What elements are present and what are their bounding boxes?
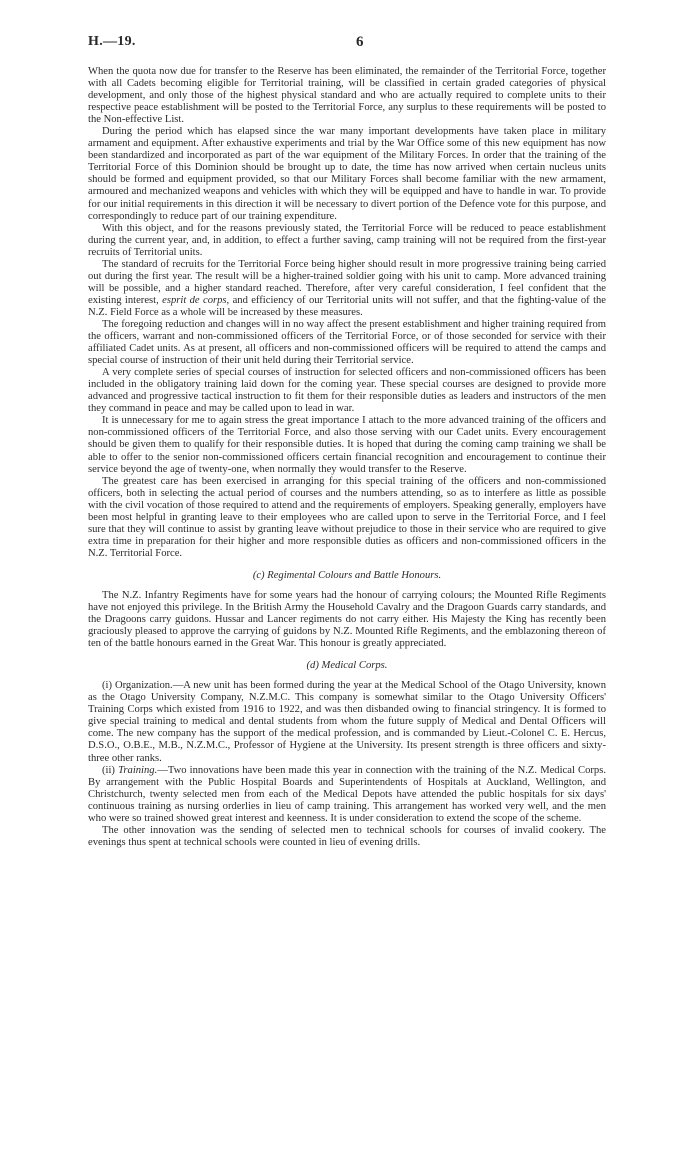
document-reference: H.—19.	[88, 34, 136, 49]
page-number: 6	[356, 34, 364, 50]
paragraph-recruit-standard	[88, 259, 606, 319]
paragraph-text: —Two innovations have been made this year in connection with the training of the N.Z. Medical Corps. By arrangement with the Public Hospital Boards and Superintendents of Hospitals at Auckland, Wellington, and Christchurch, twenty selected men from each of the Medical Depots have attended the public hospitals for six days' continuous training as nursing orderlies in lieu of camp training. This arrangement has worked very well, and the men who were so trained showed great interest and keenness. It is under consideration to extend the scope of the scheme.	[88, 764, 606, 824]
paragraph-officer-training: The foregoing reduction and changes will in no way affect the present establishment and higher training required from the officers, warrant and non-commissioned officers of the Territorial Force, or of those seconded for service with their affiliated Cadet units. As at present, all officers and non-commissioned officers will be required to attend the camps and special course of instruction of their unit held during their Territorial service.	[88, 318, 606, 367]
paragraph-peace-establishment: With this object, and for the reasons previously stated, the Territorial Force will be reduced to peace establishment during the current year, and, in addition, to effect a further saving, camp training will not be required from the first-year recruits of Territorial units.	[88, 222, 606, 258]
paragraph-text: (ii)	[102, 764, 119, 776]
section-heading-colours: (c) Regimental Colours and Battle Honours.	[252, 569, 442, 581]
page-header	[88, 34, 606, 54]
paragraph-colours-honours: The N.Z. Infantry Regiments have for some years had the honour of carrying colours; the Mounted Rifle Regiments have not enjoyed this privilege. In the British Army the Household Cavalry and the Dragoon Guards carry standards, and the Dragoons carry guidons. Hussar and Lancer regiments do not carry either. His Majesty the King has recently been graciously pleased to approve the carrying of guidons by N.Z. Mounted Rifle Regiments, and the emblazoning thereon of ten of the battle honours earned in the Great War. This honour is greatly appreciated.	[88, 589, 606, 650]
paragraph-new-equipment: During the period which has elapsed since the war many important developments have taken place in military armament and equipment. After exhaustive experiments and trial by the War Office some of this new equipment has now been standardized and incorporated as part of the war equipment of the Military Forces. In order that the training of the Territorial Force of this Dominion should be brought up to date, the time has now arrived when certain nucleus units should be formed and equipment provided, so that our Military Forces shall become familiar with the new armament, armoured and mechanized weapons and vehicles with which they will be equipped and have to handle in war. To provide for our initial requirements in this direction it will be necessary to divert portion of the Defence vote for this purpose, and correspondingly to reduce part of our training expenditure.	[88, 126, 606, 222]
paragraph-special-courses: A very complete series of special courses of instruction for selected officers and non-commissioned officers has been included in the obligatory training laid down for the coming year. These special courses are designed to provide more advanced and progressive tactical instruction to fit them for their responsible duties as leaders and instructors of the men they command in peace and may be called upon to lead in war.	[88, 367, 606, 415]
emphasis-text: esprit de corps	[162, 294, 227, 306]
paragraph-nco-encouragement: It is unnecessary for me to again stress the great importance I attach to the more advanced training of the officers and non-commissioned officers of the Territorial Force, and also those serving with our Cadet units. Every encouragement should be given them to qualify for their responsible duties. It is hoped that during the coming camp training we shall be able to offer to the senior non-commissioned officers certain financial recognition and encouragement to continue their service beyond the age of twenty-one, when normally they would transfer to the Reserve.	[88, 415, 606, 475]
paragraph-text: The standard of recruits for the Territorial Force being higher should result in more progressive training being carried out during the first year. The result will be a higher-trained soldier going with his unit to camp. More advanced training will be possible, and a higher standard reached. Therefore, after very careful consideration, I feel confident that the existing interest,	[88, 258, 606, 306]
paragraph-reserve-quota: When the quota now due for transfer to the Reserve has been eliminated, the remainder of the Territorial Force, together with all Cadets becoming eligible for Territorial training, will be classified in certain graded categories of physical development, and only those of the highest physical standard and who are actually required to complete units to their respective peace establishment will be posted to the Territorial Force, any surplus to these requirements will be posted to the Non-effective List.	[88, 66, 606, 126]
paragraph-text: , and efficiency of our Territorial units will not suffer, and that the fighting-value of the N.Z. Field Force as a whole will be increased by these measures.	[88, 294, 607, 318]
document-body	[88, 66, 606, 849]
section-heading-medical: (d) Medical Corps.	[306, 660, 388, 672]
paragraph-training	[88, 765, 606, 825]
emphasis-text: Training.	[118, 764, 158, 776]
paragraph-employers: The greatest care has been exercised in arranging for this special training of the officers and non-commissioned officers, both in selecting the actual period of courses and the numbers attending, so as to interfere as little as possible with the civil vocation of those required to attend and the requirements of employers. Speaking generally, employers have been most helpful in granting leave to their employees who are called upon to serve in the Territorial Force, and I feel sure that they will continue to assist by granting leave without prejudice to those in their service who are required to give extra time in preparation for their higher and more responsible duties as officers and non-commissioned officers in the N.Z. Territorial Force.	[88, 475, 606, 559]
paragraph-organization: (i) Organization.—A new unit has been formed during the year at the Medical School of the Otago University, known as the Otago University Company, N.Z.M.C. This company is somewhat similar to the Otago University Officers' Training Corps which existed from 1916 to 1922, and was then disbanded owing to financial stringency. It is formed to give special training to medical and dental students from whom the future supply of Medical and Dental Officers will come. The new company has the support of the medical profession, and is commanded by Lieut.-Colonel C. E. Hercus, D.S.O., O.B.E., M.B., N.Z.M.C., Professor of Hygiene at the University. Its present strength is three officers and sixty-three other ranks.	[88, 680, 606, 764]
paragraph-invalid-cookery: The other innovation was the sending of selected men to technical schools for courses of invalid cookery. The evenings thus spent at technical schools were counted in lieu of evening drills.	[88, 824, 606, 848]
